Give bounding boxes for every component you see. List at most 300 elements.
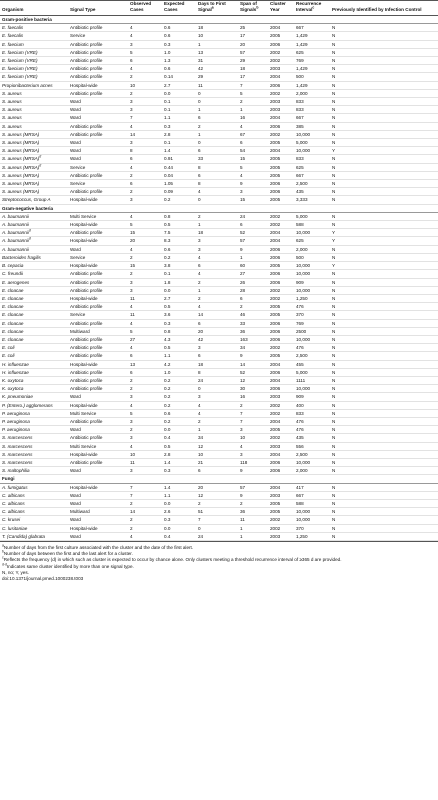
cell-span: 57 xyxy=(238,483,268,491)
cell-span: 1 xyxy=(238,253,268,261)
cell-organism: E. faecium xyxy=(0,40,68,48)
cell-previously: N xyxy=(330,89,438,97)
cell-observed: 4 xyxy=(128,65,162,73)
table-row xyxy=(0,376,438,384)
table-row xyxy=(0,335,438,343)
cell-year: 2005 xyxy=(268,303,294,311)
cell-span: 4 xyxy=(238,122,268,130)
table-row xyxy=(0,385,438,393)
cell-organism: S. aureus (MRSA)$^d$ xyxy=(0,155,68,163)
cell-year: 2005 xyxy=(268,171,294,179)
cell-year: 2002 xyxy=(268,221,294,229)
cell-year: 2006 xyxy=(268,270,294,278)
cell-organism: B. cepacia xyxy=(0,262,68,270)
cell-observed: 6 xyxy=(128,180,162,188)
cell-span: 12 xyxy=(238,376,268,384)
cell-previously: N xyxy=(330,212,438,220)
cell-previously: N xyxy=(330,114,438,122)
cell-expected: 0.3 xyxy=(162,40,196,48)
cell-days-first: 3 xyxy=(196,245,238,253)
cell-observed: 14 xyxy=(128,130,162,138)
cell-recurrence: 2,500 xyxy=(294,180,330,188)
cell-days-first: 2 xyxy=(196,278,238,286)
cell-expected: 0.44 xyxy=(162,163,196,171)
cell-expected: 0.1 xyxy=(162,270,196,278)
cell-span: 1 xyxy=(238,524,268,532)
cell-observed: 5 xyxy=(128,221,162,229)
cell-observed: 3 xyxy=(128,106,162,114)
cell-expected: 1.3 xyxy=(162,57,196,65)
cell-year: 2002 xyxy=(268,344,294,352)
table-row xyxy=(0,188,438,196)
cell-days-first: 10 xyxy=(196,32,238,40)
cell-observed: 3 xyxy=(128,40,162,48)
table-row xyxy=(0,139,438,147)
cell-days-first: 0 xyxy=(196,524,238,532)
cell-recurrence: 5,000 xyxy=(294,212,330,220)
cell-days-first: 6 xyxy=(196,171,238,179)
cell-span: 54 xyxy=(238,147,268,155)
cell-year: 2006 xyxy=(268,81,294,89)
cell-organism: P. (Entero.) agglomerans xyxy=(0,401,68,409)
cell-year: 2004 xyxy=(268,147,294,155)
cell-days-first: 8 xyxy=(196,180,238,188)
table-row xyxy=(0,130,438,138)
cell-span: 7 xyxy=(238,81,268,89)
cell-span: 7 xyxy=(238,417,268,425)
table-row xyxy=(0,516,438,524)
cell-observed: 10 xyxy=(128,450,162,458)
cell-recurrence: 625 xyxy=(294,48,330,56)
table-row xyxy=(0,147,438,155)
cell-recurrence: 10,000 xyxy=(294,335,330,343)
cell-previously: N xyxy=(330,286,438,294)
cell-days-first: 20 xyxy=(196,327,238,335)
cell-recurrence: 500 xyxy=(294,253,330,261)
cell-days-first: 31 xyxy=(196,57,238,65)
cell-previously: N xyxy=(330,303,438,311)
cell-year: 2006 xyxy=(268,278,294,286)
table-row xyxy=(0,155,438,163)
cell-organism: C. krusei xyxy=(0,516,68,524)
cell-organism: A. baumannii xyxy=(0,221,68,229)
table-row xyxy=(0,319,438,327)
table-row xyxy=(0,270,438,278)
header-year: Cluster Year xyxy=(268,1,294,16)
cell-organism: S. aureus (MRSA) xyxy=(0,147,68,155)
cell-previously: N xyxy=(330,163,438,171)
cell-days-first: 18 xyxy=(196,360,238,368)
cell-organism: S. marcescens xyxy=(0,434,68,442)
cell-year: 2006 xyxy=(268,245,294,253)
cell-signal-type: Ward xyxy=(68,106,128,114)
cell-previously: N xyxy=(330,319,438,327)
table-row xyxy=(0,57,438,65)
cell-previously: N xyxy=(330,467,438,475)
cell-signal-type: Hospital-wide xyxy=(68,524,128,532)
cell-year: 2004 xyxy=(268,376,294,384)
cell-organism: A. baumannii$^d$ xyxy=(0,229,68,237)
header-expected: Expected Cases xyxy=(162,1,196,16)
cell-observed: 2 xyxy=(128,385,162,393)
cell-organism: E. faecium (VRE) xyxy=(0,73,68,81)
cell-days-first: 42 xyxy=(196,65,238,73)
header-days-first: Days to First Signal$^a$ xyxy=(196,1,238,16)
table-row xyxy=(0,98,438,106)
cell-recurrence: 833 xyxy=(294,155,330,163)
cell-days-first: 1 xyxy=(196,106,238,114)
header-recurrence: Recurrence Interval$^c$ xyxy=(294,1,330,16)
cell-observed: 4 xyxy=(128,122,162,130)
cell-previously: N xyxy=(330,155,438,163)
cell-observed: 2 xyxy=(128,73,162,81)
cell-year: 2005 xyxy=(268,262,294,270)
header-signal-type: Signal Type xyxy=(68,1,128,16)
cell-recurrence: 476 xyxy=(294,426,330,434)
table-row xyxy=(0,237,438,245)
cell-recurrence: 10,000 xyxy=(294,130,330,138)
cell-expected: 0.5 xyxy=(162,442,196,450)
cell-span: 1 xyxy=(238,106,268,114)
cell-span: 36 xyxy=(238,508,268,516)
cell-observed: 6 xyxy=(128,352,162,360)
cell-signal-type: Hospital-wide xyxy=(68,262,128,270)
footnote: $^b$Number of days between the first and the last alert for a cluster. xyxy=(2,549,133,557)
cell-organism: T. (Candida) glabrata xyxy=(0,532,68,540)
cell-span: 17 xyxy=(238,73,268,81)
footnote: N, no; Y, yes. xyxy=(2,569,29,575)
table-row xyxy=(0,196,438,204)
cell-year: 2004 xyxy=(268,114,294,122)
cell-signal-type: Antibiotic profile xyxy=(68,335,128,343)
cell-expected: 0.2 xyxy=(162,385,196,393)
cell-organism: E. cloacae xyxy=(0,286,68,294)
cell-expected: 4.3 xyxy=(162,335,196,343)
cell-expected: 0.5 xyxy=(162,221,196,229)
cell-expected: 0.6 xyxy=(162,409,196,417)
cell-year: 2002 xyxy=(268,434,294,442)
cell-year: 2004 xyxy=(268,450,294,458)
cell-recurrence: 10,000 xyxy=(294,147,330,155)
cell-signal-type: Antibiotic profile xyxy=(68,24,128,32)
cell-year: 2005 xyxy=(268,311,294,319)
cell-signal-type: Antibiotic profile xyxy=(68,434,128,442)
cell-year: 2002 xyxy=(268,401,294,409)
cell-expected: 7.5 xyxy=(162,229,196,237)
cell-observed: 4 xyxy=(128,401,162,409)
cell-previously: N xyxy=(330,352,438,360)
cell-signal-type: Ward xyxy=(68,426,128,434)
cell-span: 16 xyxy=(238,114,268,122)
cell-year: 2004 xyxy=(268,360,294,368)
cell-previously: N xyxy=(330,98,438,106)
cell-span: 10 xyxy=(238,434,268,442)
table-row xyxy=(0,286,438,294)
cell-organism: C. lusitaniae xyxy=(0,524,68,532)
cell-days-first: 0 xyxy=(196,139,238,147)
cell-year: 2006 xyxy=(268,253,294,261)
cell-organism: E. aerogenes xyxy=(0,278,68,286)
cell-year: 2002 xyxy=(268,130,294,138)
cell-previously: Y xyxy=(330,229,438,237)
cell-expected: 8.3 xyxy=(162,237,196,245)
cell-span: 118 xyxy=(238,458,268,466)
cell-recurrence: 2500 xyxy=(294,327,330,335)
cell-expected: 0.6 xyxy=(162,65,196,73)
cell-days-first: 6 xyxy=(196,319,238,327)
section-header xyxy=(0,475,438,483)
cell-span: 15 xyxy=(238,155,268,163)
table-row xyxy=(0,393,438,401)
cell-previously: N xyxy=(330,434,438,442)
cell-expected: 0.3 xyxy=(162,319,196,327)
cell-organism: H. influenzae xyxy=(0,360,68,368)
cell-previously: N xyxy=(330,458,438,466)
cell-expected: 0.4 xyxy=(162,532,196,540)
cell-recurrence: 10,000 xyxy=(294,229,330,237)
cell-days-first: 6 xyxy=(196,352,238,360)
cell-recurrence: 769 xyxy=(294,319,330,327)
cell-expected: 3.8 xyxy=(162,262,196,270)
cell-organism: A. baumannii xyxy=(0,245,68,253)
cell-year: 2003 xyxy=(268,65,294,73)
cell-span: 6 xyxy=(238,294,268,302)
cell-days-first: 2 xyxy=(196,122,238,130)
cell-year: 2003 xyxy=(268,393,294,401)
cell-expected: 0.8 xyxy=(162,212,196,220)
cell-span: 4 xyxy=(238,442,268,450)
table-row xyxy=(0,434,438,442)
table-row xyxy=(0,229,438,237)
cell-organism: A. fumigatus xyxy=(0,483,68,491)
cell-expected: 0.09 xyxy=(162,188,196,196)
table-row xyxy=(0,303,438,311)
cell-year: 2006 xyxy=(268,319,294,327)
cell-signal-type: Antibiotic profile xyxy=(68,89,128,97)
cell-days-first: 7 xyxy=(196,516,238,524)
cell-previously: N xyxy=(330,196,438,204)
cell-organism: E. cloacae xyxy=(0,319,68,327)
cell-expected: 0.6 xyxy=(162,24,196,32)
cell-days-first: 2 xyxy=(196,294,238,302)
cell-signal-type: Service xyxy=(68,32,128,40)
cell-days-first: 21 xyxy=(196,458,238,466)
footnote: $^c$Reflects the frequency (d) in which such as cluster is expected to occur by chance alone. Only clusters meeting a threshold recurrence interval of ≥365 d are provided. xyxy=(2,555,342,563)
cell-year: 2005 xyxy=(268,155,294,163)
cell-organism: S. maltophilia xyxy=(0,467,68,475)
cell-span: 24 xyxy=(238,212,268,220)
cell-span: 11 xyxy=(238,516,268,524)
cell-days-first: 1 xyxy=(196,40,238,48)
cell-signal-type: Ward xyxy=(68,114,128,122)
cell-span: 5 xyxy=(238,163,268,171)
cell-span: 20 xyxy=(238,40,268,48)
cell-organism: S. aureus xyxy=(0,89,68,97)
cell-signal-type: Antibiotic profile xyxy=(68,65,128,73)
cell-signal-type: Multi Service xyxy=(68,212,128,220)
cell-span: 1 xyxy=(238,532,268,540)
table-row xyxy=(0,212,438,220)
cell-recurrence: 455 xyxy=(294,360,330,368)
cell-organism: P. aeruginosa xyxy=(0,409,68,417)
cell-organism: P. aeruginosa xyxy=(0,417,68,425)
cell-days-first: 18 xyxy=(196,24,238,32)
cell-previously: N xyxy=(330,139,438,147)
cell-year: 2002 xyxy=(268,294,294,302)
section-title: Gram-negative bacteria xyxy=(0,204,438,212)
table-row xyxy=(0,114,438,122)
table-row xyxy=(0,221,438,229)
cell-organism: S. aureus (MRSA) xyxy=(0,139,68,147)
cell-organism: S. aureus (MRSA) xyxy=(0,171,68,179)
table-row xyxy=(0,122,438,130)
cell-previously: N xyxy=(330,483,438,491)
cell-span: 36 xyxy=(238,327,268,335)
cell-signal-type: Ward xyxy=(68,245,128,253)
table-row xyxy=(0,81,438,89)
table-row xyxy=(0,163,438,171)
cell-observed: 5 xyxy=(128,327,162,335)
cell-previously: N xyxy=(330,122,438,130)
cell-expected: 0.6 xyxy=(162,245,196,253)
cell-expected: 0.0 xyxy=(162,499,196,507)
cell-organism: S. aureus xyxy=(0,122,68,130)
cell-recurrence: 476 xyxy=(294,417,330,425)
cell-organism: E. faecium (VRE) xyxy=(0,65,68,73)
cell-observed: 8 xyxy=(128,147,162,155)
cell-observed: 10 xyxy=(128,81,162,89)
cell-span: 67 xyxy=(238,130,268,138)
cell-organism: S. marcescens xyxy=(0,458,68,466)
cell-span: 3 xyxy=(238,188,268,196)
cell-days-first: 3 xyxy=(196,344,238,352)
cell-previously: N xyxy=(330,48,438,56)
cell-organism: K. oxytoca xyxy=(0,376,68,384)
cell-days-first: 10 xyxy=(196,450,238,458)
cell-span: 29 xyxy=(238,57,268,65)
cell-span: 57 xyxy=(238,48,268,56)
cell-expected: 0.2 xyxy=(162,401,196,409)
cell-year: 2002 xyxy=(268,57,294,65)
cell-signal-type: Antibiotic profile xyxy=(68,385,128,393)
cell-signal-type: Service xyxy=(68,163,128,171)
cell-previously: N xyxy=(330,376,438,384)
cell-signal-type: Ward xyxy=(68,532,128,540)
cell-expected: 1.1 xyxy=(162,491,196,499)
cell-observed: 2 xyxy=(128,524,162,532)
cell-year: 2005 xyxy=(268,196,294,204)
cell-span: 3 xyxy=(238,450,268,458)
cell-previously: N xyxy=(330,253,438,261)
cell-previously: N xyxy=(330,32,438,40)
cell-signal-type: Hospital-wide xyxy=(68,450,128,458)
cell-previously: Y xyxy=(330,262,438,270)
cell-recurrence: 10,000 xyxy=(294,458,330,466)
cell-observed: 11 xyxy=(128,294,162,302)
cell-organism: C. albicans xyxy=(0,499,68,507)
cell-signal-type: Antibiotic profile xyxy=(68,352,128,360)
cell-signal-type: Ward xyxy=(68,139,128,147)
cell-year: 2005 xyxy=(268,352,294,360)
cell-signal-type: Hospital-wide xyxy=(68,294,128,302)
cell-signal-type: Ward xyxy=(68,98,128,106)
cell-days-first: 1 xyxy=(196,286,238,294)
table-row xyxy=(0,450,438,458)
cell-days-first: 42 xyxy=(196,335,238,343)
cell-span: 2 xyxy=(238,98,268,106)
cell-observed: 3 xyxy=(128,98,162,106)
cell-days-first: 4 xyxy=(196,401,238,409)
table-row xyxy=(0,426,438,434)
cell-previously: N xyxy=(330,442,438,450)
cell-observed: 11 xyxy=(128,458,162,466)
cell-observed: 3 xyxy=(128,278,162,286)
cell-recurrence: 667 xyxy=(294,24,330,32)
table-row xyxy=(0,294,438,302)
cell-organism: E. cloacae xyxy=(0,335,68,343)
cell-signal-type: Ward xyxy=(68,155,128,163)
cell-recurrence: 1,429 xyxy=(294,32,330,40)
cell-previously: N xyxy=(330,524,438,532)
cell-signal-type: Hospital-wide xyxy=(68,221,128,229)
cell-organism: S. aureus (MRSA) xyxy=(0,180,68,188)
cell-previously: N xyxy=(330,417,438,425)
cell-recurrence: 417 xyxy=(294,483,330,491)
cell-recurrence: 833 xyxy=(294,106,330,114)
cell-expected: 1.1 xyxy=(162,114,196,122)
cell-recurrence: 5,000 xyxy=(294,139,330,147)
cell-previously: N xyxy=(330,171,438,179)
cell-signal-type: Antibiotic profile xyxy=(68,286,128,294)
cell-previously: N xyxy=(330,385,438,393)
cell-signal-type: Antibiotic profile xyxy=(68,319,128,327)
cell-organism: E. faecalis xyxy=(0,24,68,32)
cell-days-first: 6 xyxy=(196,467,238,475)
cell-recurrence: 588 xyxy=(294,499,330,507)
cell-observed: 6 xyxy=(128,57,162,65)
cell-year: 2006 xyxy=(268,327,294,335)
cell-span: 7 xyxy=(238,409,268,417)
cell-observed: 11 xyxy=(128,311,162,319)
cell-span: 2 xyxy=(238,401,268,409)
cell-expected: 0.0 xyxy=(162,426,196,434)
cell-recurrence: 3,333 xyxy=(294,196,330,204)
cell-organism: H. influenzae xyxy=(0,368,68,376)
cell-observed: 15 xyxy=(128,229,162,237)
cell-days-first: 29 xyxy=(196,73,238,81)
cell-signal-type: Antibiotic profile xyxy=(68,278,128,286)
cell-span: 3 xyxy=(238,426,268,434)
cell-signal-type: Antibiotic profile xyxy=(68,229,128,237)
cell-expected: 0.91 xyxy=(162,155,196,163)
cell-expected: 0.2 xyxy=(162,253,196,261)
cell-signal-type: Ward xyxy=(68,499,128,507)
cell-expected: 0.5 xyxy=(162,344,196,352)
cell-year: 2003 xyxy=(268,98,294,106)
cell-expected: 0.0 xyxy=(162,524,196,532)
cell-organism: C. freundii xyxy=(0,270,68,278)
cell-previously: N xyxy=(330,57,438,65)
cell-days-first: 1 xyxy=(196,130,238,138)
cell-days-first: 13 xyxy=(196,48,238,56)
cell-year: 2004 xyxy=(268,483,294,491)
cell-previously: N xyxy=(330,335,438,343)
cell-organism: E. faecium (VRE) xyxy=(0,48,68,56)
cell-signal-type: Antibiotic profile xyxy=(68,171,128,179)
cell-organism: K. pneumoniae xyxy=(0,393,68,401)
cell-organism: S. aureus xyxy=(0,106,68,114)
cell-recurrence: 10,000 xyxy=(294,516,330,524)
